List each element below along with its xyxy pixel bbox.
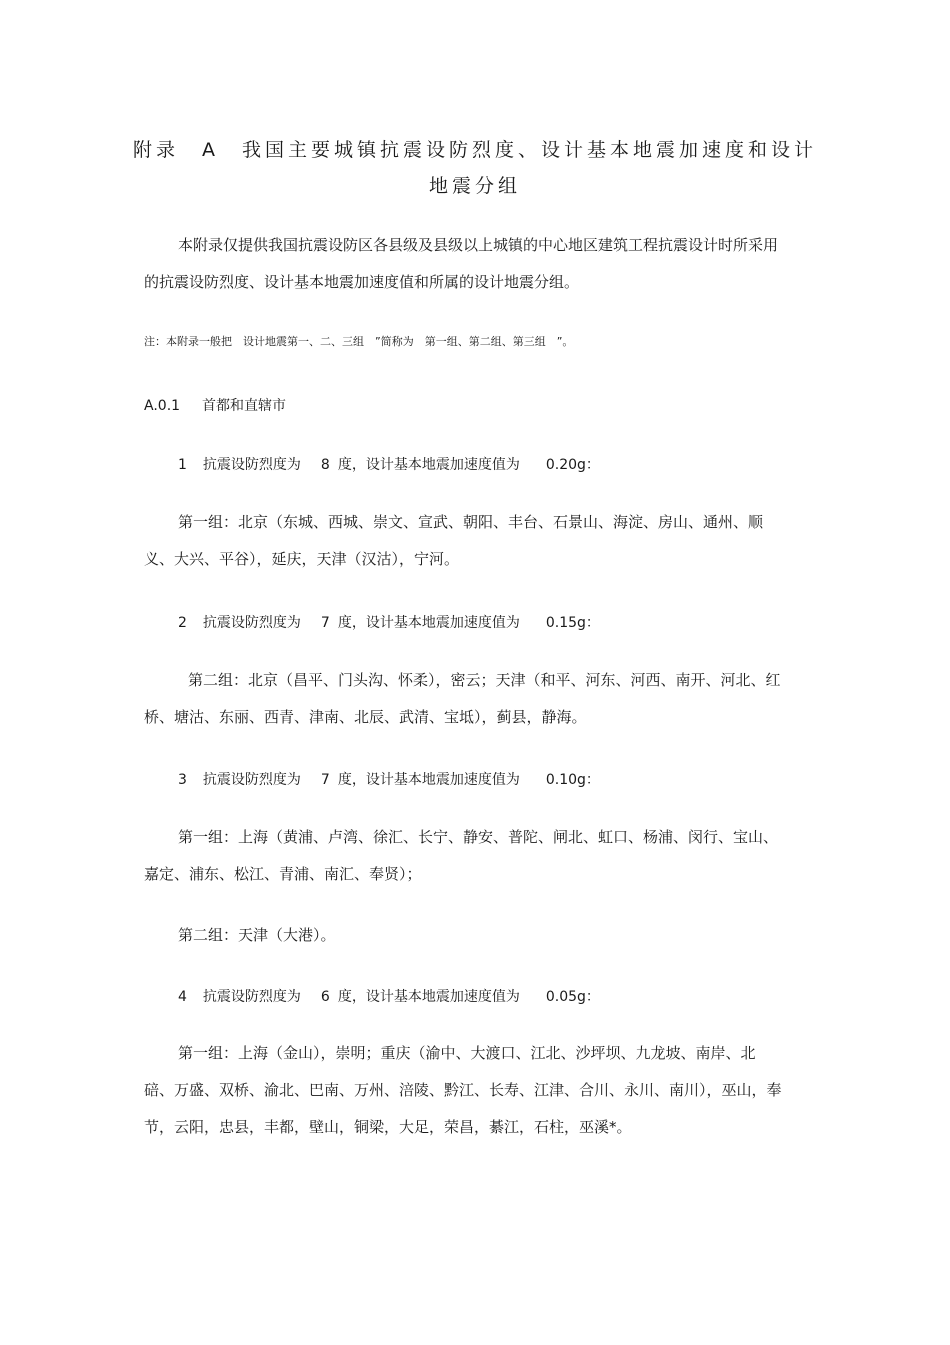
appendix-title-line1: 附录 A 我国主要城镇抗震设防烈度、设计基本地震加速度和设计 [133,139,817,161]
item-number: 1 [178,457,187,473]
intro-text: 本附录仅提供我国抗震设防区各县级及县级以上城镇的中心地区建筑工程抗震设计时所采用的抗震设防烈度、设计基本地震加速度值和所属的设计地震分组。 [144,236,779,291]
item-label: 抗震设防烈度为 [202,457,301,473]
group-text: 第二组：天津（大港）。 [178,926,336,944]
group-text: 第二组：北京（昌平、门头沟、怀柔），密云；天津（和平、河东、河西、南开、河北、红桥、塘沽、东丽、西青、津南、北辰、武清、宝坻），蓟县，静海。 [144,671,781,726]
item-label: 抗震设防烈度为 [202,772,301,788]
group-text: 第一组：上海（黄浦、卢湾、徐汇、长宁、静安、普陀、闸北、虹口、杨浦、闵行、宝山、嘉定、浦东、松江、青浦、南汇、奉贤）； [144,828,779,883]
item-degree: 7 [320,772,330,788]
item-degree: 6 [320,989,330,1005]
item-degree: 8 [320,457,330,473]
intensity-item-2 [178,612,600,632]
item-mid: 度，设计基本地震加速度值为 [337,457,520,473]
section-title: 首都和直辖市 [202,398,287,414]
appendix-title-line2: 地震分组 [428,175,521,197]
appendix-note: 注：本附录一般把 设计地震第一、二、三组 ”简称为 第一组、第二组、第三组 ”。 [144,335,574,348]
item-number: 3 [178,772,187,788]
item-number: 2 [178,615,187,631]
intensity-item-1 [178,454,600,474]
group-paragraph-2 [144,662,784,736]
intensity-item-4 [178,986,600,1006]
item-mid: 度，设计基本地震加速度值为 [337,989,520,1005]
group-text: 第一组：上海（金山），崇明；重庆（渝中、大渡口、江北、沙坪坝、九龙坡、南岸、北碚、万盛、双桥、渝北、巴南、万州、涪陵、黔江、长寿、江津、合川、永川、南川），巫山，奉节，云阳，忠县，丰都，壁山，铜梁，大足，荣昌，綦江，石柱，巫溪*。 [144,1044,782,1136]
item-number: 4 [178,989,187,1005]
group-paragraph-3a [144,819,784,893]
intro-paragraph [144,227,784,301]
section-number: A.0.1 [144,398,181,414]
section-heading [144,395,286,415]
item-mid: 度，设计基本地震加速度值为 [337,772,520,788]
item-accel: 0.10g： [545,772,600,788]
group-paragraph-1 [144,504,784,578]
group-paragraph-3b [144,917,784,954]
item-accel: 0.20g： [545,457,600,473]
group-text: 第一组：北京（东城、西城、崇文、宣武、朝阳、丰台、石景山、海淀、房山、通州、顺义、大兴、平谷），延庆，天津（汉沽），宁河。 [144,513,764,568]
item-accel: 0.05g： [545,989,600,1005]
item-label: 抗震设防烈度为 [202,989,301,1005]
intensity-item-3 [178,769,600,789]
group-paragraph-4 [144,1035,784,1146]
item-degree: 7 [320,615,330,631]
item-mid: 度，设计基本地震加速度值为 [337,615,520,631]
item-label: 抗震设防烈度为 [202,615,301,631]
item-accel: 0.15g： [545,615,600,631]
